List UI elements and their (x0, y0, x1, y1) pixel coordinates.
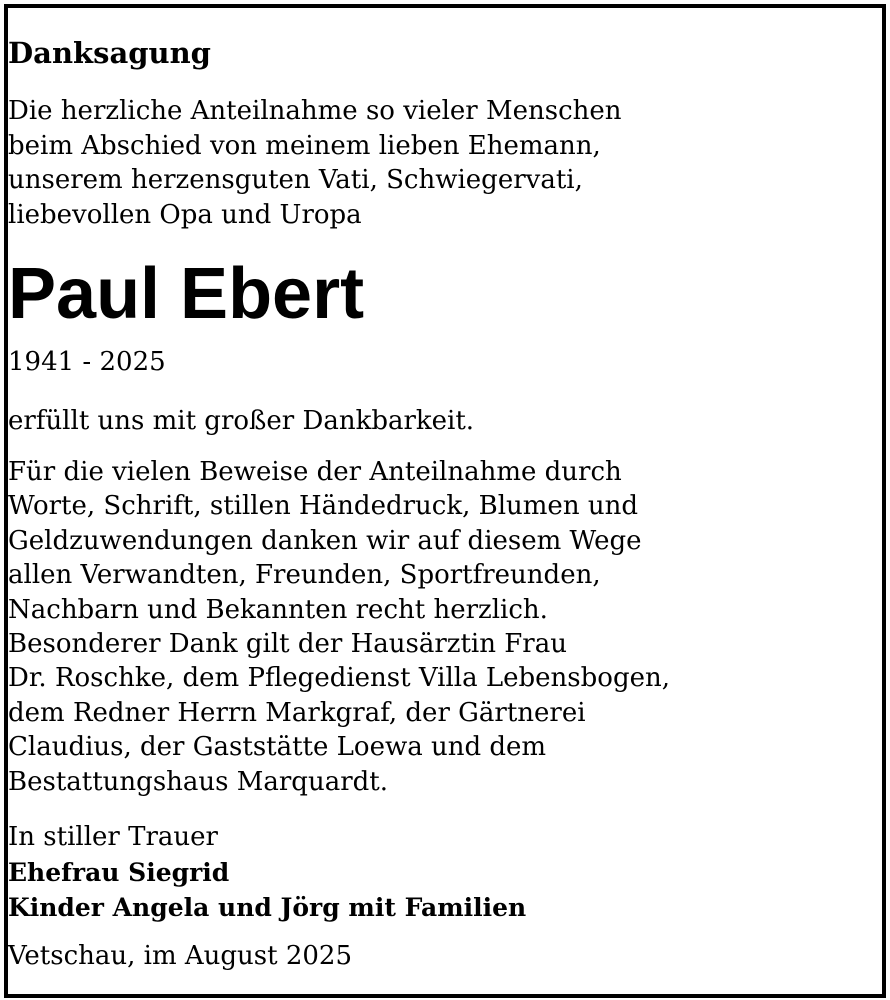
mourning-block (8, 820, 882, 925)
gratitude-line: erfüllt uns mit großer Dankbarkeit. (8, 406, 475, 436)
intro-line: Die herzliche Anteilnahme so vieler Menschen (8, 96, 622, 126)
thanks-line: Dr. Roschke, dem Pflegedienst Villa Lebensbogen, (8, 663, 670, 694)
obituary-frame (4, 4, 886, 998)
place-date: Vetschau, im August 2025 (8, 941, 353, 971)
thanks-line: Besonderer Dank gilt der Hausärztin Frau (8, 629, 567, 660)
mourning-intro: In stiller Trauer (8, 822, 218, 852)
thanks-line: Claudius, der Gaststätte Loewa und dem (8, 732, 547, 763)
thanks-line: Für die vielen Beweise der Anteilnahme durch (8, 457, 622, 487)
thanks-line: Geldzuwendungen danken wir auf diesem Wege (8, 525, 642, 556)
children-names: Kinder Angela und Jörg mit Familien (8, 893, 527, 922)
intro-line: unserem herzensguten Vati, Schwiegervati, (8, 165, 583, 195)
thanks-line: dem Redner Herrn Markgraf, der Gärtnerei (8, 697, 586, 728)
thanks-line: Nachbarn und Bekannten recht herzlich. (8, 594, 548, 625)
thanks-line: Bestattungshaus Marquardt. (8, 766, 388, 797)
thanks-line: allen Verwandten, Freunden, Sportfreunden, (8, 560, 601, 591)
intro-line: beim Abschied von meinem lieben Ehemann, (8, 130, 601, 161)
intro-line: liebevollen Opa und Uropa (8, 199, 362, 230)
spouse-name: Ehefrau Siegrid (8, 858, 230, 887)
intro-text (8, 94, 882, 232)
life-dates: 1941 - 2025 (8, 347, 166, 377)
thanks-text (8, 455, 882, 799)
thanks-line: Worte, Schrift, stillen Händedruck, Blumen und (8, 491, 638, 522)
deceased-name: Paul Ebert (8, 254, 365, 334)
notice-heading: Danksagung (8, 36, 211, 70)
